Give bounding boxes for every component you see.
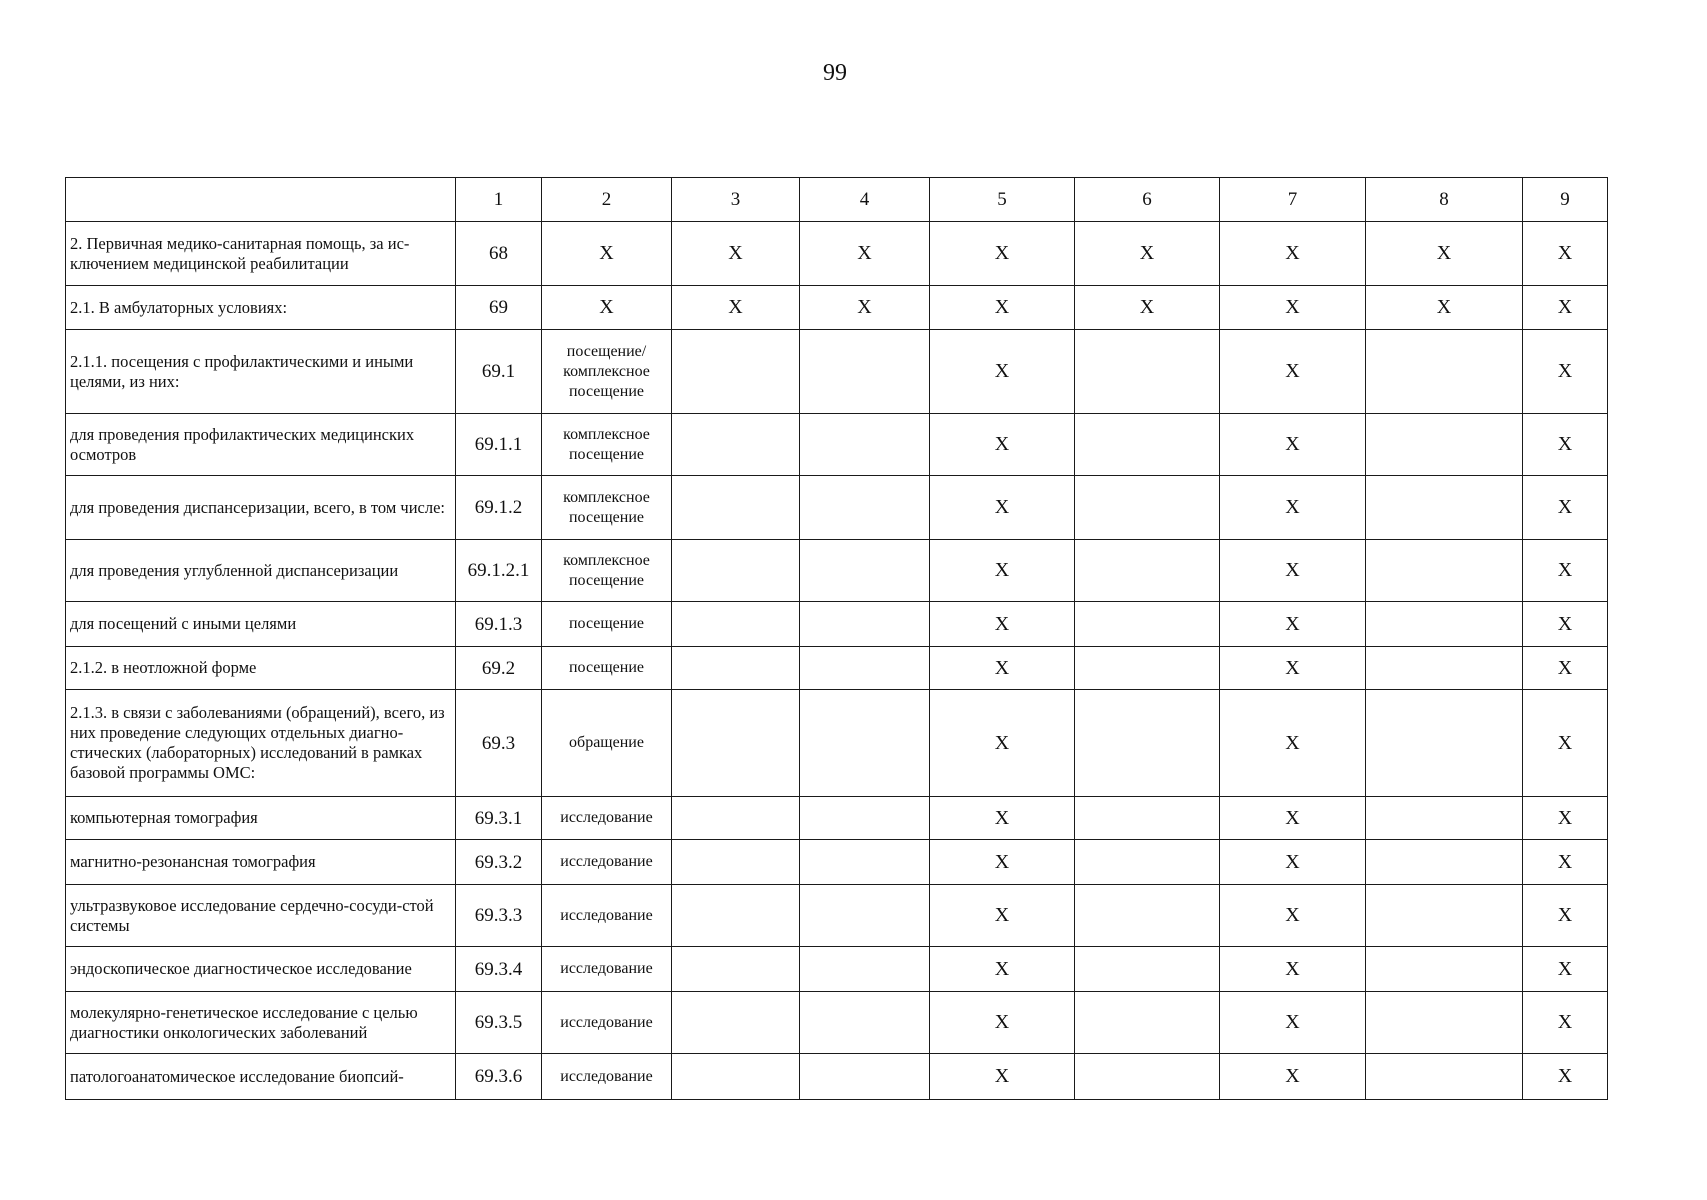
col4-cell (800, 840, 930, 885)
col7-cell: X (1220, 286, 1366, 330)
table-row (66, 476, 1608, 540)
col9-cell: X (1523, 992, 1608, 1054)
header-cell: 7 (1220, 178, 1366, 222)
col9-cell: X (1523, 330, 1608, 414)
row-name-cell: компьютерная томография (66, 797, 456, 840)
row-code-cell: 69.2 (456, 647, 542, 690)
row-unit-cell: посещение (542, 647, 672, 690)
col5-cell: X (930, 690, 1075, 797)
col5-cell: X (930, 414, 1075, 476)
data-table (65, 177, 1608, 1100)
col5-cell: X (930, 647, 1075, 690)
col8-cell: X (1366, 286, 1523, 330)
row-unit-cell: обращение (542, 690, 672, 797)
col6-cell (1075, 647, 1220, 690)
col8-cell (1366, 947, 1523, 992)
col8-cell (1366, 602, 1523, 647)
row-name-cell: для посещений с иными целями (66, 602, 456, 647)
table-row (66, 947, 1608, 992)
row-name-cell: 2.1.3. в связи с заболеваниями (обращений), всего, из них проведение следующих отдельных диагно-стических (лабораторных) исследований в рамках базовой программы ОМС: (66, 690, 456, 797)
col6-cell (1075, 690, 1220, 797)
row-unit-cell: исследование (542, 947, 672, 992)
col3-cell: X (672, 286, 800, 330)
col4-cell (800, 1054, 930, 1100)
col5-cell: X (930, 797, 1075, 840)
table-row (66, 414, 1608, 476)
col7-cell: X (1220, 840, 1366, 885)
col7-cell: X (1220, 476, 1366, 540)
col4-cell (800, 885, 930, 947)
col4-cell (800, 540, 930, 602)
row-name-cell: молекулярно-генетическое исследование с целью диагностики онкологических заболеваний (66, 992, 456, 1054)
col6-cell (1075, 476, 1220, 540)
col9-cell: X (1523, 947, 1608, 992)
row-name-cell: 2.1.2. в неотложной форме (66, 647, 456, 690)
col7-cell: X (1220, 992, 1366, 1054)
col5-cell: X (930, 540, 1075, 602)
col9-cell: X (1523, 476, 1608, 540)
col8-cell: X (1366, 222, 1523, 286)
col6-cell (1075, 330, 1220, 414)
header-cell: 3 (672, 178, 800, 222)
row-unit-cell: комплексное посещение (542, 540, 672, 602)
row-name-cell: для проведения профилактических медицинских осмотров (66, 414, 456, 476)
page-number: 99 (823, 60, 847, 86)
row-unit-cell: исследование (542, 992, 672, 1054)
header-cell: 5 (930, 178, 1075, 222)
table-row (66, 602, 1608, 647)
col4-cell: X (800, 222, 930, 286)
col9-cell: X (1523, 885, 1608, 947)
col3-cell (672, 540, 800, 602)
col3-cell (672, 1054, 800, 1100)
row-code-cell: 68 (456, 222, 542, 286)
row-unit-cell: посещение/ комплексное посещение (542, 330, 672, 414)
row-name-cell: 2.1.1. посещения с профилактическими и иными целями, из них: (66, 330, 456, 414)
col7-cell: X (1220, 330, 1366, 414)
col7-cell: X (1220, 414, 1366, 476)
col5-cell: X (930, 840, 1075, 885)
col6-cell (1075, 414, 1220, 476)
row-unit-cell: комплексное посещение (542, 476, 672, 540)
col9-cell: X (1523, 602, 1608, 647)
row-unit-cell: исследование (542, 1054, 672, 1100)
col9-cell: X (1523, 414, 1608, 476)
col3-cell (672, 330, 800, 414)
header-cell: 8 (1366, 178, 1523, 222)
col6-cell: X (1075, 286, 1220, 330)
col6-cell (1075, 540, 1220, 602)
col8-cell (1366, 330, 1523, 414)
col8-cell (1366, 540, 1523, 602)
col3-cell (672, 885, 800, 947)
row-unit-cell: исследование (542, 840, 672, 885)
col8-cell (1366, 1054, 1523, 1100)
col9-cell: X (1523, 690, 1608, 797)
row-name-cell: 2.1. В амбулаторных условиях: (66, 286, 456, 330)
col5-cell: X (930, 1054, 1075, 1100)
header-cell: 2 (542, 178, 672, 222)
col8-cell (1366, 797, 1523, 840)
col7-cell: X (1220, 222, 1366, 286)
table-row (66, 222, 1608, 286)
col6-cell (1075, 992, 1220, 1054)
row-unit-cell: исследование (542, 797, 672, 840)
row-name-cell: для проведения диспансеризации, всего, в том числе: (66, 476, 456, 540)
col8-cell (1366, 690, 1523, 797)
col6-cell (1075, 947, 1220, 992)
table-container (65, 177, 1608, 1100)
header-cell: 4 (800, 178, 930, 222)
row-name-cell: для проведения углубленной диспансеризации (66, 540, 456, 602)
row-code-cell: 69.3.5 (456, 992, 542, 1054)
col5-cell: X (930, 330, 1075, 414)
col5-cell: X (930, 885, 1075, 947)
row-code-cell: 69.3.2 (456, 840, 542, 885)
col6-cell (1075, 602, 1220, 647)
row-code-cell: 69.1 (456, 330, 542, 414)
col6-cell (1075, 797, 1220, 840)
table-row (66, 992, 1608, 1054)
col7-cell: X (1220, 947, 1366, 992)
col4-cell (800, 992, 930, 1054)
row-code-cell: 69.1.2.1 (456, 540, 542, 602)
col3-cell (672, 690, 800, 797)
row-code-cell: 69.1.1 (456, 414, 542, 476)
header-cell: 1 (456, 178, 542, 222)
table-row (66, 840, 1608, 885)
col8-cell (1366, 885, 1523, 947)
col5-cell: X (930, 602, 1075, 647)
col9-cell: X (1523, 797, 1608, 840)
col9-cell: X (1523, 647, 1608, 690)
col4-cell (800, 330, 930, 414)
col9-cell: X (1523, 540, 1608, 602)
col5-cell: X (930, 476, 1075, 540)
col7-cell: X (1220, 797, 1366, 840)
row-code-cell: 69 (456, 286, 542, 330)
header-cell: 9 (1523, 178, 1608, 222)
table-row (66, 797, 1608, 840)
row-code-cell: 69.3.3 (456, 885, 542, 947)
row-name-cell: 2. Первичная медико-санитарная помощь, за ис-ключением медицинской реабилитации (66, 222, 456, 286)
row-name-cell: магнитно-резонансная томография (66, 840, 456, 885)
row-code-cell: 69.3 (456, 690, 542, 797)
row-code-cell: 69.3.6 (456, 1054, 542, 1100)
col5-cell: X (930, 222, 1075, 286)
col7-cell: X (1220, 1054, 1366, 1100)
col4-cell (800, 690, 930, 797)
table-body (66, 178, 1608, 1100)
col6-cell (1075, 840, 1220, 885)
col8-cell (1366, 840, 1523, 885)
col8-cell (1366, 647, 1523, 690)
col3-cell (672, 992, 800, 1054)
col6-cell: X (1075, 222, 1220, 286)
col7-cell: X (1220, 647, 1366, 690)
table-row (66, 540, 1608, 602)
table-row (66, 1054, 1608, 1100)
col4-cell (800, 947, 930, 992)
header-cell (66, 178, 456, 222)
col8-cell (1366, 414, 1523, 476)
row-code-cell: 69.1.3 (456, 602, 542, 647)
row-name-cell: патологоанатомическое исследование биопсий- (66, 1054, 456, 1100)
col5-cell: X (930, 286, 1075, 330)
row-unit-cell: X (542, 222, 672, 286)
row-code-cell: 69.1.2 (456, 476, 542, 540)
col4-cell (800, 602, 930, 647)
row-unit-cell: посещение (542, 602, 672, 647)
col9-cell: X (1523, 286, 1608, 330)
row-unit-cell: X (542, 286, 672, 330)
col3-cell (672, 840, 800, 885)
col5-cell: X (930, 992, 1075, 1054)
col6-cell (1075, 885, 1220, 947)
col3-cell (672, 647, 800, 690)
table-row (66, 647, 1608, 690)
col3-cell (672, 414, 800, 476)
row-unit-cell: исследование (542, 885, 672, 947)
col7-cell: X (1220, 885, 1366, 947)
col4-cell (800, 476, 930, 540)
col3-cell (672, 602, 800, 647)
row-name-cell: эндоскопическое диагностическое исследование (66, 947, 456, 992)
col6-cell (1075, 1054, 1220, 1100)
table-row (66, 885, 1608, 947)
col4-cell: X (800, 286, 930, 330)
table-row (66, 330, 1608, 414)
col5-cell: X (930, 947, 1075, 992)
col3-cell (672, 476, 800, 540)
row-unit-cell: комплексное посещение (542, 414, 672, 476)
col8-cell (1366, 476, 1523, 540)
col8-cell (1366, 992, 1523, 1054)
col4-cell (800, 797, 930, 840)
col3-cell: X (672, 222, 800, 286)
table-header-row (66, 178, 1608, 222)
col4-cell (800, 414, 930, 476)
col7-cell: X (1220, 690, 1366, 797)
col9-cell: X (1523, 840, 1608, 885)
col7-cell: X (1220, 540, 1366, 602)
col7-cell: X (1220, 602, 1366, 647)
row-name-cell: ультразвуковое исследование сердечно-сосуди-стой системы (66, 885, 456, 947)
col4-cell (800, 647, 930, 690)
table-row (66, 690, 1608, 797)
table-row (66, 286, 1608, 330)
col9-cell: X (1523, 1054, 1608, 1100)
header-cell: 6 (1075, 178, 1220, 222)
col3-cell (672, 947, 800, 992)
col3-cell (672, 797, 800, 840)
row-code-cell: 69.3.4 (456, 947, 542, 992)
col9-cell: X (1523, 222, 1608, 286)
row-code-cell: 69.3.1 (456, 797, 542, 840)
